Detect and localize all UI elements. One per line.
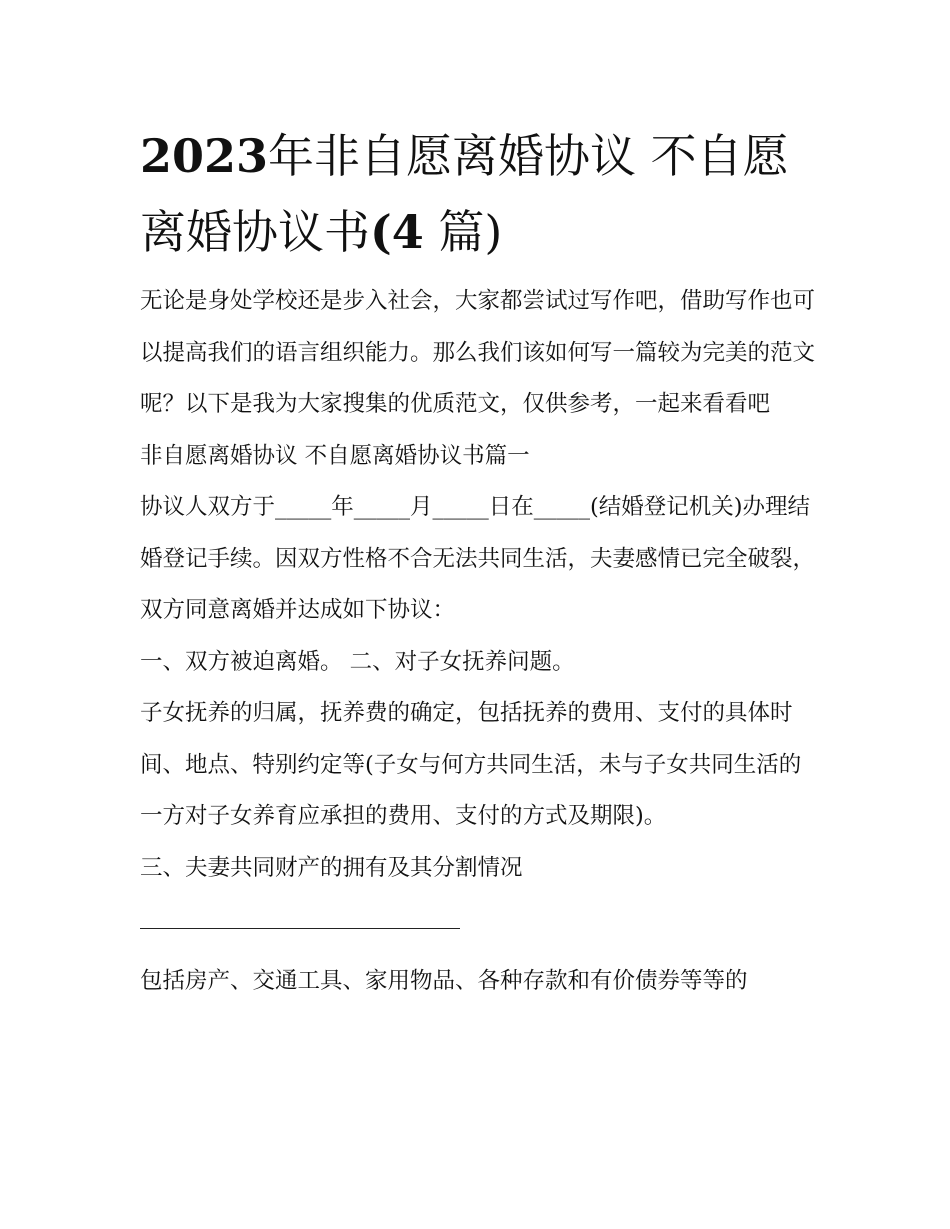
section-heading: 非自愿离婚协议 不自愿离婚协议书篇一 — [140, 442, 530, 469]
document-title — [140, 118, 820, 270]
clause-three: 三、夫妻共同财产的拥有及其分割情况 — [140, 854, 523, 881]
title-main: 年非自愿离婚协议 不自愿离婚协议书 — [140, 129, 789, 259]
title-count: (4 — [370, 205, 424, 259]
clause-one-two: 一、双方被迫离婚。 二、对子女抚养问题。 — [140, 648, 575, 675]
document-page — [140, 118, 820, 1008]
property-paragraph: 包括房产、交通工具、家用物品、各种存款和有价债券等等的 — [140, 968, 748, 994]
intro-paragraph: 无论是身处学校还是步入社会，大家都尝试过写作吧，借助写作也可以提高我们的语言组织能力。那么我们该如何写一篇较为完美的范文呢？以下是我为大家搜集的优质范文，仅供参考，一起来看看吧 — [140, 288, 816, 417]
fill-in-line — [140, 928, 460, 929]
child-support-paragraph: 子女抚养的归属，抚养费的确定，包括抚养的费用、支付的具体时间、地点、特别约定等(子女与何方共同生活，未与子女共同生活的一方对子女养育应承担的费用、支付的方式及期限)。 — [140, 700, 802, 829]
title-suffix: 篇) — [423, 205, 503, 259]
title-year: 2023 — [140, 129, 269, 183]
agreement-paragraph: 协议人双方于_____年_____月_____日在_____(结婚登记机关)办理结婚登记手续。因双方性格不合无法共同生活，夫妻感情已完全破裂，双方同意离婚并达成如下协议： — [140, 494, 816, 623]
